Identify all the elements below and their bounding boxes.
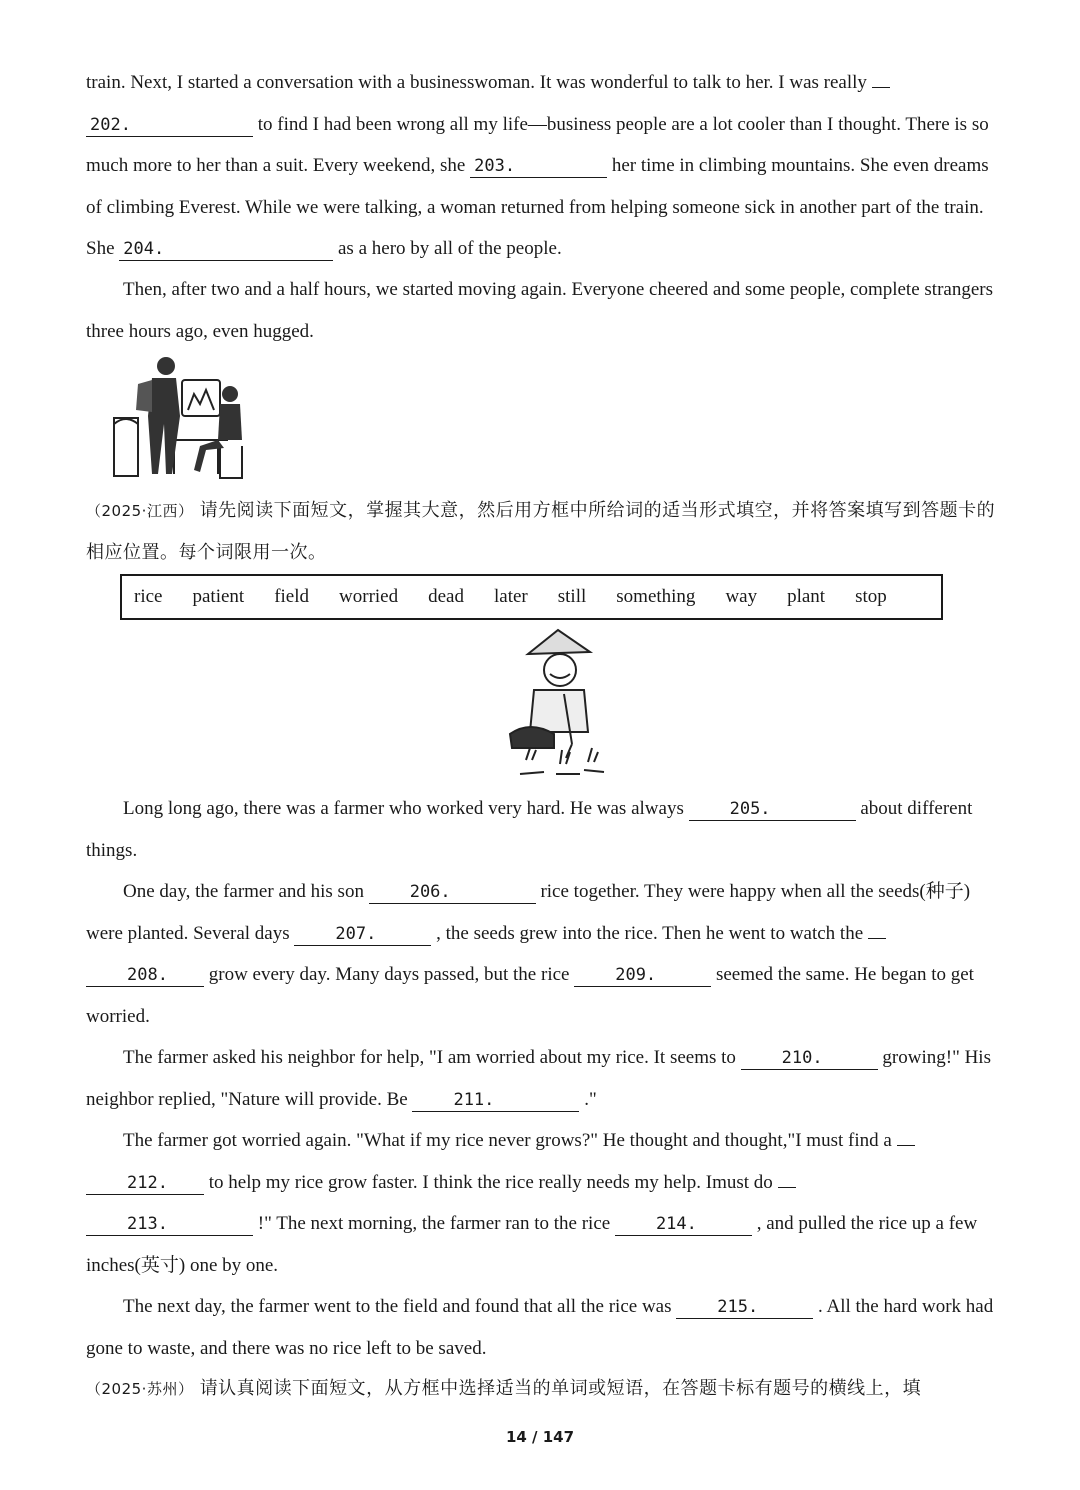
word-bank-item: plant — [787, 586, 826, 607]
word-bank-box — [120, 574, 943, 620]
answer-blank-204[interactable]: 204. — [119, 237, 333, 261]
answer-blank-202[interactable]: 202. — [86, 113, 253, 137]
passage2-paragraph-4: The farmer got worried again. "What if my rice never grows?" He thought and thought,"I must find a 212. to help my rice grow faster. I think the rice really needs my help. Imust do 213. !" The next morning, the farmer ran to the rice 214. , and pulled the rice up a few inches(英寸) one by one. — [86, 1130, 978, 1276]
answer-blank-213[interactable]: 213. — [86, 1212, 253, 1236]
word-bank-item: stop — [855, 586, 887, 607]
answer-blank-212[interactable]: 212. — [86, 1171, 204, 1195]
answer-blank-208[interactable]: 208. — [86, 963, 204, 987]
passage2-paragraph-1: Long long ago, there was a farmer who worked very hard. He was always 205. about different things. — [86, 798, 973, 861]
jiangxi-instruction: （2025·江西） 请先阅读下面短文，掌握其大意，然后用方框中所给词的适当形式填空，并将答案填写到答题卡的相应位置。每个词限用一次。 — [86, 500, 996, 563]
word-bank-item: dead — [428, 586, 464, 607]
answer-line-stub — [868, 924, 886, 939]
answer-blank-209[interactable]: 209. — [574, 963, 711, 987]
word-bank-item: something — [616, 586, 696, 607]
answer-blank-205[interactable]: 205. — [689, 797, 856, 821]
answer-line-stub — [897, 1131, 915, 1146]
answer-blank-215[interactable]: 215. — [676, 1295, 813, 1319]
answer-blank-210[interactable]: 210. — [741, 1046, 878, 1070]
suzhou-instruction: （2025·苏州） 请认真阅读下面短文，从方框中选择适当的单词或短语，在答题卡标有题号的横线上，填 — [86, 1378, 922, 1399]
answer-blank-203[interactable]: 203. — [470, 154, 607, 178]
answer-line-stub — [872, 73, 890, 88]
passage1-paragraph-1: train. Next, I started a conversation with a businesswoman. It was wonderful to talk to her. I was really 202. to find I had been wrong all my life—business people are a lot cooler than I thought. There is so much more to her than a suit. Every weekend, she 203. her time in climbing mountains. She even dreams of climbing Everest. While we were talking, a woman returned from helping someone sick in another part of the train. She 204. as a hero by all of the people. — [86, 72, 989, 259]
word-bank-item: patient — [192, 586, 245, 607]
word-bank-item: field — [274, 586, 310, 607]
answer-blank-214[interactable]: 214. — [615, 1212, 752, 1236]
word-bank-item: still — [557, 586, 587, 607]
passage2-paragraph-3: The farmer asked his neighbor for help, "I am worried about my rice. It seems to 210. growing!" His neighbor replied, "Nature will provide. Be 211. ." — [86, 1047, 991, 1110]
answer-blank-206[interactable]: 206. — [369, 880, 536, 904]
passage2-paragraph-5: The next day, the farmer went to the field and found that all the rice was 215. . All the hard work had gone to waste, and there was no rice left to be saved. — [86, 1296, 994, 1359]
train-scene-illustration — [108, 354, 250, 484]
word-bank-item: way — [725, 586, 758, 607]
passage1-paragraph-2: Then, after two and a half hours, we started moving again. Everyone cheered and some people, complete strangers three hours ago, even hugged. — [86, 279, 993, 342]
word-bank-item: worried — [339, 586, 399, 607]
farmer-illustration — [500, 624, 610, 778]
answer-blank-207[interactable]: 207. — [294, 922, 431, 946]
page-number: 14 / 147 — [505, 1428, 575, 1446]
answer-line-stub — [778, 1173, 796, 1188]
word-bank-item: later — [493, 586, 528, 607]
passage2-paragraph-2: One day, the farmer and his son 206. rice together. They were happy when all the seeds(种子) were planted. Several days 207. , the seeds grew into the rice. Then he went to watch the 208. grow every day. Many days passed, but the rice 209. seemed the same. He began to get worried. — [86, 881, 974, 1027]
answer-blank-211[interactable]: 211. — [412, 1088, 579, 1112]
word-bank-item: rice — [134, 586, 163, 607]
